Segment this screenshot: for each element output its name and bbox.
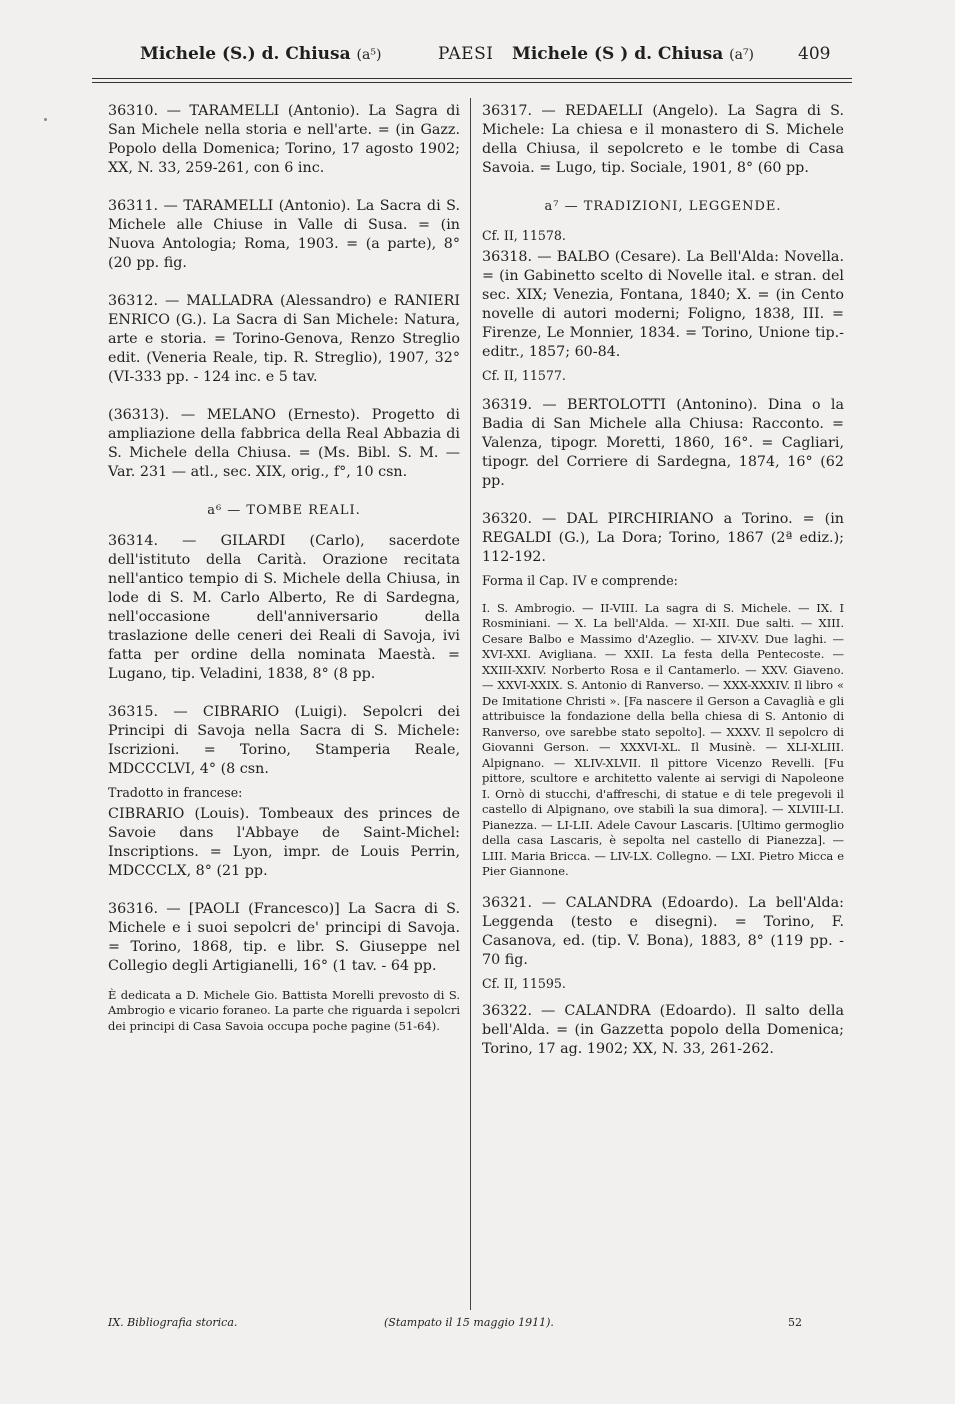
margin-mark xyxy=(44,118,47,121)
column-divider xyxy=(470,98,471,1310)
left-column xyxy=(108,102,460,1046)
header-rule-bottom xyxy=(92,82,852,83)
entry-36321: 36321. — CALANDRA (Edoardo). La bell'Alda: Leggenda (testo e disegni). = Torino, F. Casanova, ed. (tip. V. Bona), 1883, 8° (119 pp. - 70 fig. xyxy=(482,894,844,968)
header-center: PAESI xyxy=(438,44,494,64)
entry-36316-note: È dedicata a D. Michele Gio. Battista Morelli prevosto di S. Ambrogio e vicario foraneo. La parte che riguarda i sepolcri dei principi di Casa Savoia occupa poche pagine (51-64). xyxy=(108,987,460,1033)
entry-36322: 36322. — CALANDRA (Edoardo). Il salto della bell'Alda. = (in Gazzetta popolo della Domenica; Torino, 17 ag. 1902; XX, N. 33, 261-262. xyxy=(482,1002,844,1057)
header-right: Michele (S ) d. Chiusa (a⁷) xyxy=(512,44,755,64)
entry-36315: 36315. — CIBRARIO (Luigi). Sepolcri dei Principi di Savoja nella Sacra di S. Michele: Iscrizioni. = Torino, Stamperia Reale, MDCCCLVI, 4° (8 csn. xyxy=(108,704,460,777)
section-heading-tradizioni: a⁷ — TRADIZIONI, LEGGENDE. xyxy=(544,199,782,214)
entry-36312: 36312. — MALLADRA (Alessandro) e RANIERI ENRICO (G.). La Sacra di San Michele: Natura, arte e storia. = Torino-Genova, Renzo Streglio edit. (Veneria Reale, tip. R. Streglio), 1907, 32° (VI-333 pp. - 124 inc. e 5 tav. xyxy=(108,293,460,385)
cross-reference-1: Cf. II, 11578. xyxy=(482,228,566,243)
cross-reference-3: Cf. II, 11595. xyxy=(482,975,566,991)
entry-36316: 36316. — [PAOLI (Francesco)] La Sacra di S. Michele e i suoi sepolcri de' principi di Savoja. = Torino, 1868, tip. e libr. S. Giuseppe nel Collegio degli Artigianelli, 16° (1 tav. - 64 pp. xyxy=(108,901,460,974)
page-number: 409 xyxy=(798,44,831,64)
entry-36313: (36313). — MELANO (Ernesto). Progetto di ampliazione della fabbrica della Real Abbazia di S. Michele della Chiusa. = (Ms. Bibl. S. M. — Var. 231 — atl., sec. XIX, orig., f°, 10 csn. xyxy=(108,407,460,480)
entry-36320: 36320. — DAL PIRCHIRIANO a Torino. = (in REGALDI (G.), La Dora; Torino, 1867 (2ª ediz.); 112-192. xyxy=(482,511,844,565)
entry-36319: 36319. — BERTOLOTTI (Antonino). Dina o la Badia di San Michele alla Chiusa: Racconto. = Valenza, tipogr. Moretti, 1860, 16°. = Cagliari, tipogr. del Corriere di Sardegna, 1874, 16° (62 pp. xyxy=(482,397,844,489)
entry-36314: 36314. — GILARDI (Carlo), sacerdote dell'istituto della Carità. Orazione recitata nell'antico tempio di S. Michele della Chiusa, in lode di S. M. Carlo Alberto, Re di Sardegna, nell'occasione dell'anniversario della traslazione delle ceneri dei Reali di Savoja, ivi fatta per ordine della nominata Maestà. = Lugano, tip. Veladini, 1838, 8° (8 pp. xyxy=(108,533,460,682)
footer-sheet-number: 52 xyxy=(788,1316,802,1329)
header-left: Michele (S.) d. Chiusa (a⁵) xyxy=(140,44,382,64)
translation-entry: CIBRARIO (Louis). Tombeaux des princes de Savoie dans l'Abbaye de Saint-Michel: Inscriptions. = Lyon, impr. de Louis Perrin, MDCCCLX, 8° (21 pp. xyxy=(108,806,460,879)
entry-36310: 36310. — TARAMELLI (Antonio). La Sagra di San Michele nella storia e nell'arte. = (in Gazz. Popolo della Domenica; Torino, 17 agosto 1902; XX, N. 33, 259-261, con 6 inc. xyxy=(108,103,460,176)
cross-reference-2: Cf. II, 11577. xyxy=(482,368,566,383)
entry-36311: 36311. — TARAMELLI (Antonio). La Sacra di S. Michele alle Chiuse in Valle di Susa. = (in Nuova Antologia; Roma, 1903. = (a parte), 8° (20 pp. fig. xyxy=(108,198,460,271)
footer-print-date: (Stampato il 15 maggio 1911). xyxy=(384,1316,554,1329)
section-heading-tombe-reali: a⁶ — TOMBE REALI. xyxy=(207,503,361,518)
running-header xyxy=(92,44,852,70)
entry-36320-intro: Forma il Cap. IV e comprende: xyxy=(482,573,678,588)
entry-36318: 36318. — BALBO (Cesare). La Bell'Alda: Novella. = (in Gabinetto scelto di Novelle ital. e stran. del sec. XIX; Venezia, Fontana, 1840; X. = (in Cento novelle di autori moderni; Foligno, 1838, III. = Firenze, Le Monnier, 1834. = Torino, Unione tip.-editr., 1857; 60-84. xyxy=(482,249,844,360)
header-rule-top xyxy=(92,78,852,79)
right-column xyxy=(482,102,844,1078)
entry-36317: 36317. — REDAELLI (Angelo). La Sagra di S. Michele: La chiesa e il monastero di S. Michele della Chiusa, il sepolcreto e le tombe di Casa Savoia. = Lugo, tip. Sociale, 1901, 8° (60 pp. xyxy=(482,103,844,176)
entry-36320-contents: I. S. Ambrogio. — II-VIII. La sagra di S. Michele. — IX. I Rosminiani. — X. La bell'Alda. — XI-XII. Due salti. — XIII. Cesare Balbo e Massimo d'Azeglio. — XIV-XV. Due laghi. — XVI-XXI. Avigliana. — XXII. La festa della Pentecoste. — XXIII-XXIV. Norberto Rosa e il Cantamerlo. — XXV. Giaveno. — XXVI-XXIX. S. Antonio di Ranverso. — XXX-XXXIV. Il libro « De Imitatione Christi ». [Fa nascere il Gerson a Cavaglià e gli attribuisce la fondazione della bella chiesa di S. Antonio di Ranverso, ove sarebbe stato sepolto]. — XXXV. Il sepolcro di Giovanni Gerson. — XXXVI-XL. Il Musinè. — XLI-XLIII. Alpignano. — XLIV-XLVII. Il pittore Vicenzo Revelli. [Fu pittore, scultore e architetto valente ai servigi di Napoleone I. Ornò di stucchi, d'affreschi, di statue e di tele pregevoli il castello di Alpignano, ove stabilì la sua dimora]. — XLVIII-LI. Pianezza. — LI-LII. Adele Cavour Lascaris. [Ultimo germoglio della casa Lascaris, è sepolta nel castello di Pianezza]. — LIII. Maria Bricca. — LIV-LX. Collegno. — LXI. Pietro Micca e Pier Giannone. xyxy=(482,600,844,878)
translation-note: Tradotto in francese: xyxy=(108,785,243,800)
footer-signature: IX. Bibliografia storica. xyxy=(108,1316,238,1329)
